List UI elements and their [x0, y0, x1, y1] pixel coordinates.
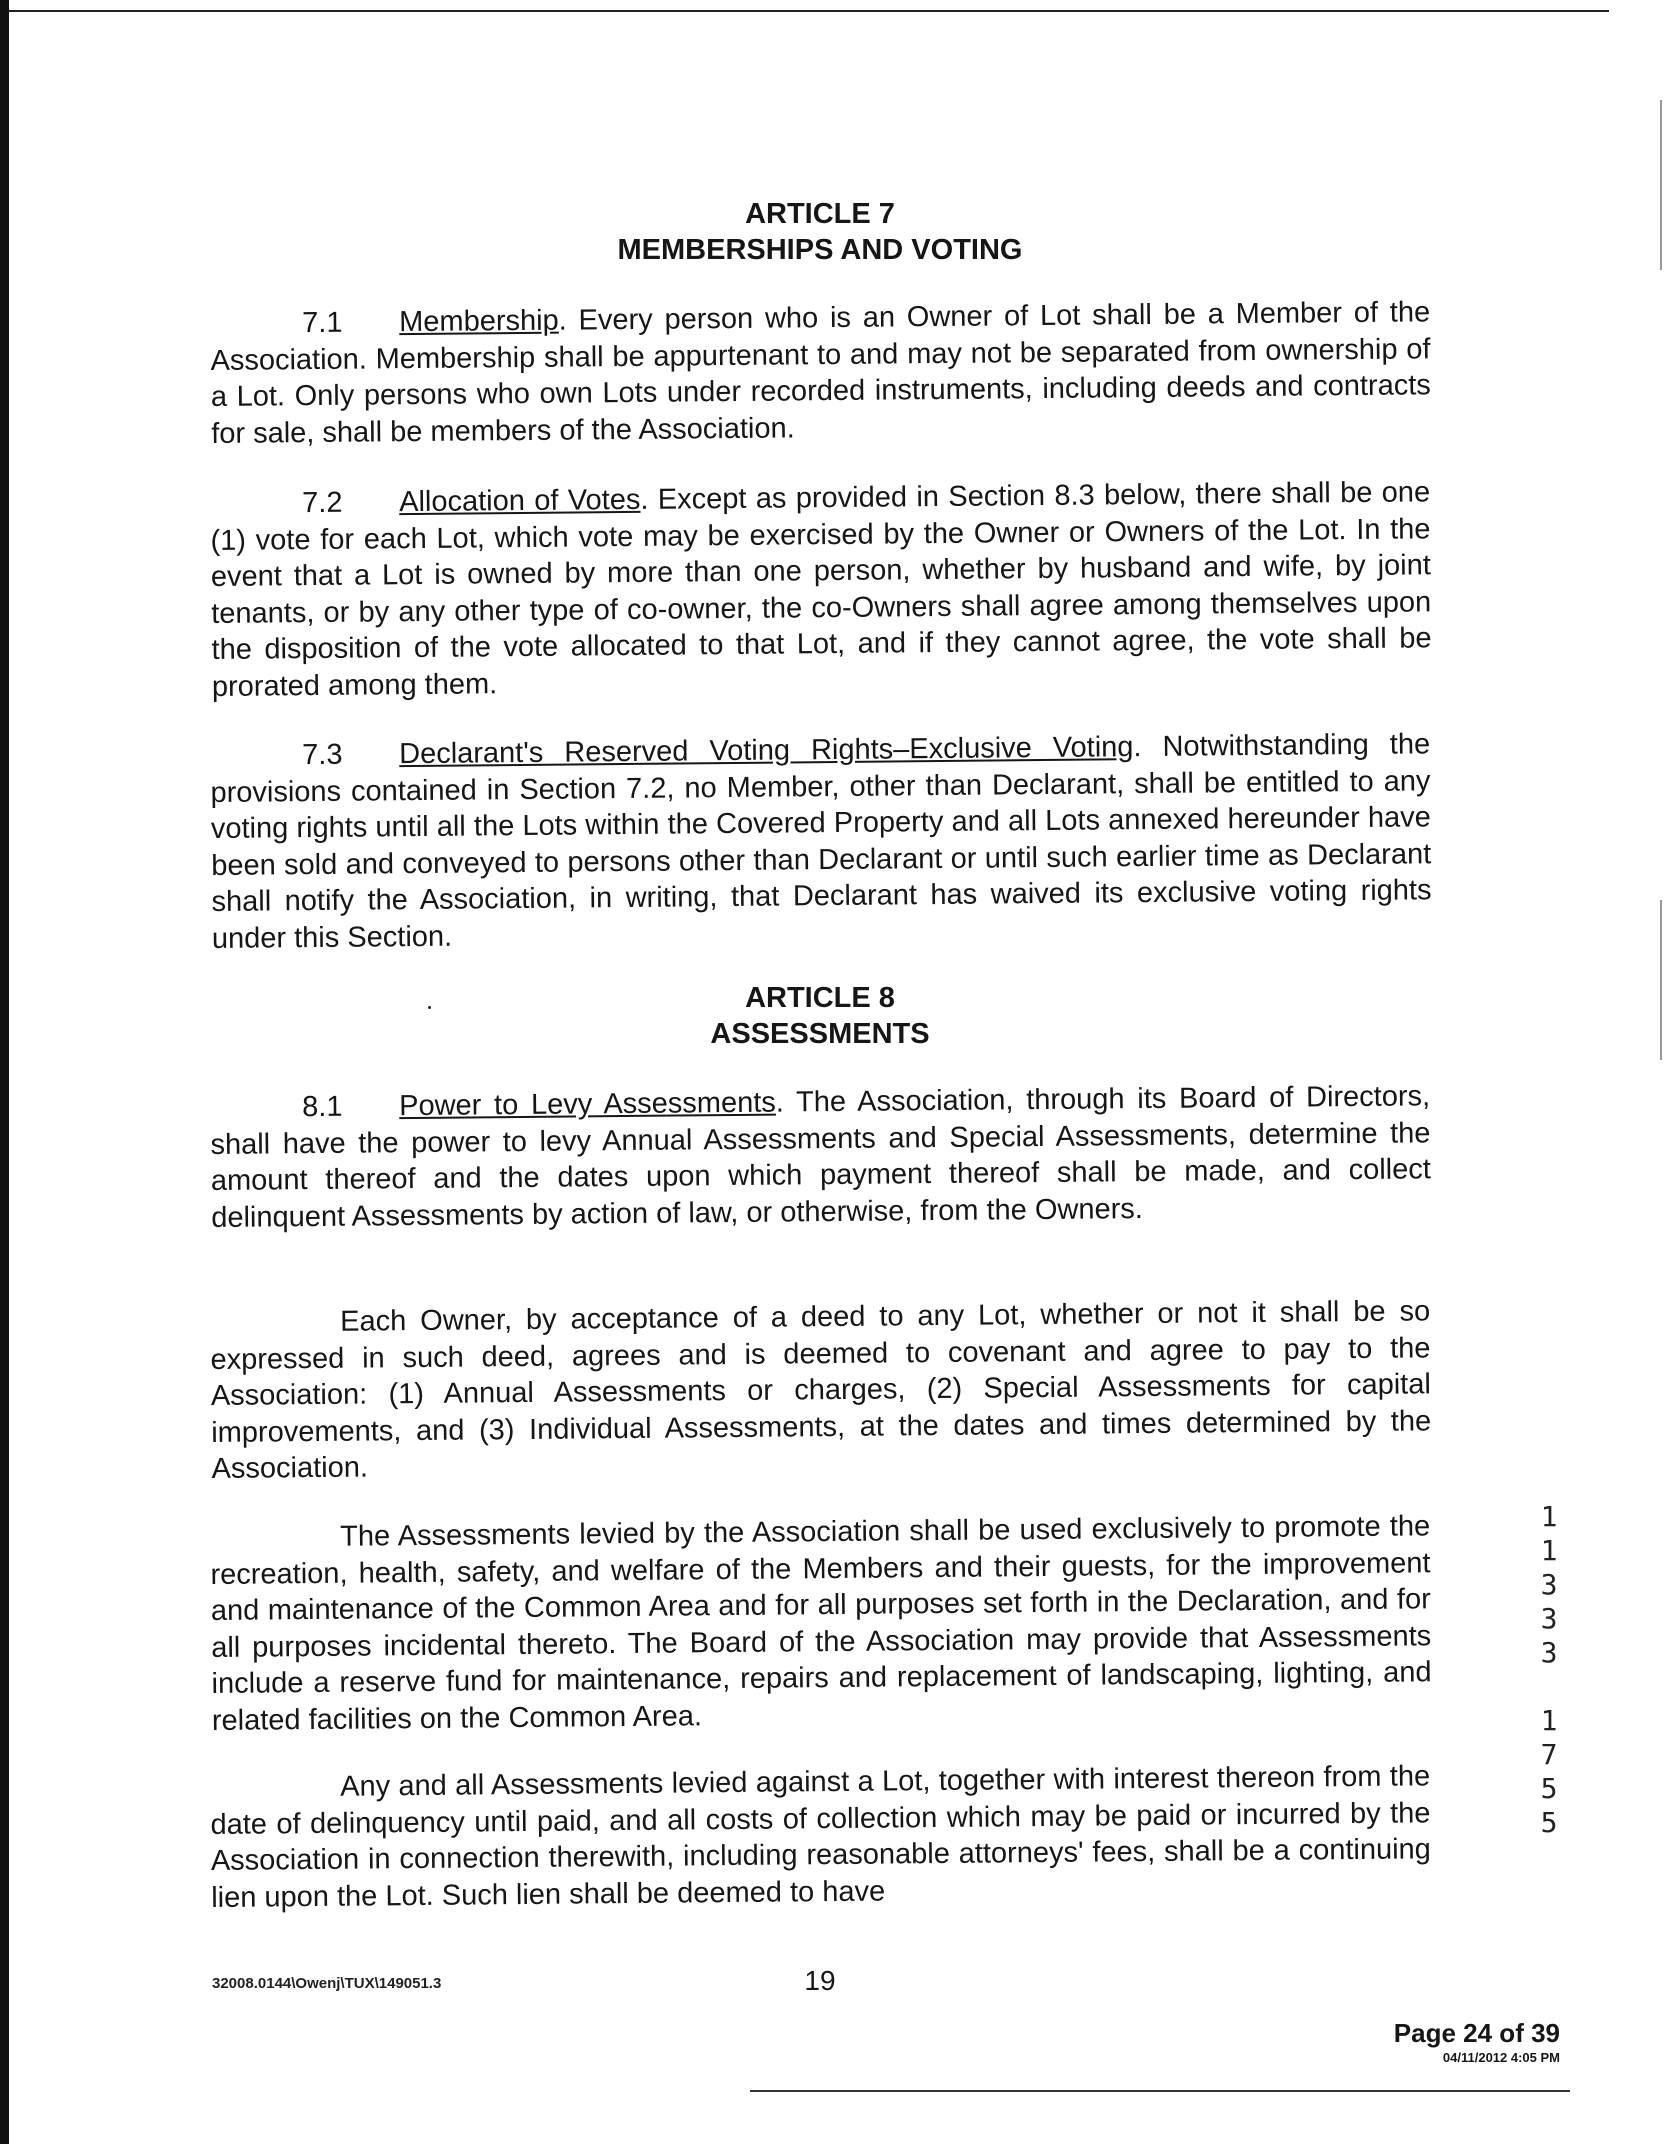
section-8-1	[210, 1078, 1431, 1236]
document-path: 32008.0144\Owenj\TUX\149051.3	[212, 1975, 442, 1992]
section-heading: Allocation of Votes	[399, 483, 641, 519]
section-text: . Every person who is an Owner of Lot shall be a Member of the Association. Membership shall be appurtenant to and may not be separated from ownership of a Lot. Only persons who own Lots under recorded instruments, including deeds and contracts for sale, shall be members of the Association.	[210, 296, 1431, 450]
page-number: 19	[804, 1965, 836, 1996]
section-number: 7.1	[302, 306, 343, 340]
section-number: 7.2	[302, 486, 343, 520]
section-heading: Power to Levy Assessments	[399, 1086, 776, 1123]
section-number: 8.1	[302, 1090, 343, 1124]
section-7-2	[210, 474, 1432, 705]
article-7-title: ARTICLE 7	[745, 198, 895, 230]
section-text: . The Association, through its Board of Directors, shall have the power to levy Annual Assessments and Special Assessments, determine the amount thereof and the dates upon which payment thereof shall be made, and collect delinquent Assessments by action of law, or otherwise, from the Owners.	[210, 1080, 1431, 1234]
article-7-heading	[210, 196, 1430, 268]
assessments-paragraph-owner-covenant: Each Owner, by acceptance of a deed to any Lot, whether or not it shall be so expressed in such deed, agrees and is deemed to covenant and agree to pay to the Association: (1) Annual Assessments or charges, (2) Special Assessments for capital improvements, and (3) Individual Assessments, at the dates and times determined by the Association.	[210, 1295, 1432, 1485]
article-8-title: ARTICLE 8	[745, 982, 895, 1014]
print-timestamp: 04/11/2012 4:05 PM	[1442, 2050, 1560, 2065]
article-7-subtitle: MEMBERSHIPS AND VOTING	[617, 234, 1023, 266]
assessments-paragraph-lien: Any and all Assessments levied against a Lot, together with interest thereon from the date of delinquency until paid, and all costs of collection which may be paid or incurred by the Association in connection therewith, including reasonable attorneys' fees, shall be a continuing lien upon the Lot. Such lien shall be deemed to have	[210, 1760, 1431, 1914]
scan-edge-mark	[1660, 900, 1662, 1060]
page-of-indicator: Page 24 of 39	[1393, 2018, 1560, 2048]
scan-edge-mark	[1660, 100, 1662, 270]
recording-number-stamp: 1 1 3 3 3 1 7 5 5	[1540, 1500, 1558, 1839]
section-number: 7.3	[302, 738, 343, 772]
section-heading: Declarant's Reserved Voting Rights–Exclusive Voting	[399, 731, 1134, 771]
section-heading: Membership	[399, 304, 559, 339]
section-7-3	[210, 726, 1432, 957]
article-8-subtitle: ASSESSMENTS	[710, 1018, 930, 1050]
top-rule	[9, 10, 1609, 12]
scan-edge-bar	[0, 0, 9, 2144]
section-text: . Notwithstanding the provisions contained in Section 7.2, no Member, other than Declarant, shall be entitled to any voting rights until all the Lots within the Covered Property and all Lots annexed hereunder have been sold and conveyed to persons other than Declarant or until such earlier time as Declarant shall notify the Association, in writing, that Declarant has waived its exclusive voting rights under this Section.	[210, 728, 1432, 955]
assessments-paragraph-purpose: The Assessments levied by the Association shall be used exclusively to promote the recreation, health, safety, and welfare of the Members and their guests, for the improvement and maintenance of the Common Area and for all purposes set forth in the Declaration, and for all purposes incidental thereto. The Board of the Association may provide that Assessments include a reserve fund for maintenance, repairs and replacement of landscaping, lighting, and related facilities on the Common Area.	[210, 1510, 1432, 1737]
section-7-1	[210, 294, 1431, 452]
article-8-heading	[210, 980, 1430, 1052]
bottom-rule	[750, 2090, 1570, 2092]
section-text: . Except as provided in Section 8.3 below, there shall be one (1) vote for each Lot, which vote may be exercised by the Owner or Owners of the Lot. In the event that a Lot is owned by more than one person, whether by husband and wife, by joint tenants, or by any other type of co-owner, the co-Owners shall agree among themselves upon the disposition of the vote allocated to that Lot, and if they cannot agree, the vote shall be prorated among them.	[210, 476, 1432, 703]
